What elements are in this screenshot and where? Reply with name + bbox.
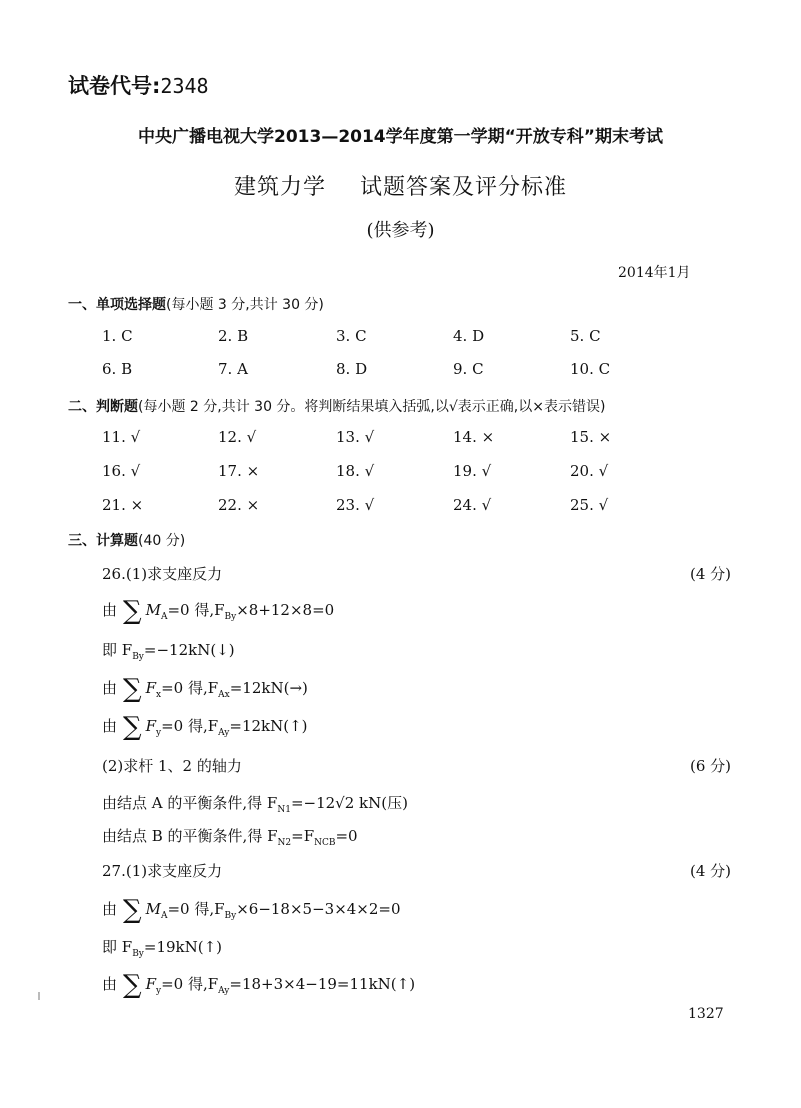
eq-text: =12kN(→)	[229, 679, 308, 697]
answer-item: 24. √	[453, 496, 492, 514]
exam-title: 中央广播电视大学2013—2014学年度第一学期“开放专科”期末考试	[138, 127, 663, 147]
exam-code-number: 2348	[160, 74, 209, 98]
answer-item: 14. ×	[453, 428, 495, 446]
reference-note: (供参考)	[366, 220, 435, 241]
answer-item: 6. B	[102, 360, 133, 378]
answer-item: 17. ×	[218, 462, 260, 480]
exam-date: 2014年1月	[618, 265, 691, 281]
eq-text: =12kN(↑)	[229, 717, 308, 735]
q26-equation-fy: 由 ∑ $F_y=0$ 得$,F_{Ay}=12kN(↑)$	[102, 712, 308, 742]
answer-item: 4. D	[453, 327, 485, 345]
page-number: 1327	[688, 1006, 724, 1022]
answer-item: 1. C	[102, 327, 133, 345]
section-2-heading	[68, 396, 605, 416]
eq-text: =0	[335, 827, 358, 845]
section-1-note: (每小题 3 分,共计 30 分)	[166, 297, 324, 313]
answer-item: 2. B	[218, 327, 249, 345]
q26-equation-fx: 由 ∑ $F_x=0$ 得$,F_{Ax}=12kN(\to)$	[102, 674, 308, 704]
answer-item: 12. √	[218, 428, 257, 446]
q26-equation-fby: 即 $F_{By}=-12kN(↓)$	[102, 641, 235, 662]
eq-text: 由结点 B 的平衡条件,得 F	[102, 827, 278, 845]
q27-step1: 27.(1)求支座反力	[102, 862, 223, 880]
q26-equation-fn1: 由结点 A 的平衡条件,得 $F_{N1}=-12√2$ kN(压)	[102, 794, 408, 815]
answer-key-subtitle: 试题答案及评分标准	[360, 175, 568, 200]
answer-item: 20. √	[570, 462, 609, 480]
section-1-heading	[68, 294, 324, 314]
section-2-title: 二、判断题	[68, 399, 138, 415]
q26-step1: 26.(1)求支座反力	[102, 565, 223, 583]
answer-item: 3. C	[336, 327, 367, 345]
answer-item: 13. √	[336, 428, 375, 446]
eq-text: 由结点 A 的平衡条件,得 F	[102, 794, 278, 812]
course-name: 建筑力学	[233, 175, 326, 200]
answer-item: 18. √	[336, 462, 375, 480]
section-3-title: 三、计算题	[68, 533, 138, 549]
answer-item: 21. ×	[102, 496, 144, 514]
q26-equation-moment: 由 ∑ $M_A=0$ 得$,F_{By}\times 8+12\times 8=0$	[102, 596, 335, 626]
section-2-note: (每小题 2 分,共计 30 分。将判断结果填入括弧,以√表示正确,以×表示错误)	[138, 399, 606, 415]
answer-item: 25. √	[570, 496, 609, 514]
q27-equation-moment: 由 ∑ $M_A=0$ 得$,F_{By}\times 6-18\times 5-3\times 4\times 2=0$	[102, 895, 401, 925]
answer-item: 11. √	[102, 428, 141, 446]
answer-item: 19. √	[453, 462, 492, 480]
answer-item: 7. A	[218, 360, 248, 378]
q27-step1-points: (4 分)	[690, 862, 732, 880]
answer-item: 15. ×	[570, 428, 612, 446]
course-heading	[0, 170, 801, 201]
exam-code-label: 试卷代号:	[68, 74, 161, 98]
answer-item: 22. ×	[218, 496, 260, 514]
eq-text: ×6−18×5−3×4×2=0	[236, 900, 401, 918]
answer-item: 5. C	[570, 327, 601, 345]
answer-item: 9. C	[453, 360, 484, 378]
scan-mark	[38, 992, 40, 1000]
section-1-title: 一、单项选择题	[68, 297, 166, 313]
eq-text: =18+3×4−19=11kN(↑)	[229, 975, 416, 993]
eq-text: =−12kN(↓)	[143, 641, 235, 659]
exam-code	[68, 70, 209, 100]
q26-step2-points: (6 分)	[690, 757, 732, 775]
q26-step2: (2)求杆 1、2 的轴力	[102, 757, 242, 775]
eq-text: =19kN(↑)	[143, 938, 223, 956]
q26-equation-fn2: 由结点 B 的平衡条件,得 $F_{N2}=F_{NCB}=0$	[102, 827, 358, 848]
eq-text: =F	[291, 827, 315, 845]
q27-equation-fy: 由 ∑ $F_y=0$ 得$,F_{Ay}=18+3\times 4-19=11kN(↑)$	[102, 970, 416, 1000]
q26-step1-points: (4 分)	[690, 565, 732, 583]
section-3-heading	[68, 530, 185, 550]
answer-item: 23. √	[336, 496, 375, 514]
answer-item: 8. D	[336, 360, 368, 378]
answer-item: 10. C	[570, 360, 611, 378]
eq-text: =0 得,F	[167, 601, 225, 619]
eq-text: =−12√2 kN(压)	[290, 794, 408, 812]
eq-text: ×8+12×8=0	[236, 601, 335, 619]
q27-equation-fby: 即 $F_{By}=19kN(↑)$	[102, 938, 223, 959]
section-3-note: (40 分)	[138, 533, 186, 549]
answer-item: 16. √	[102, 462, 141, 480]
